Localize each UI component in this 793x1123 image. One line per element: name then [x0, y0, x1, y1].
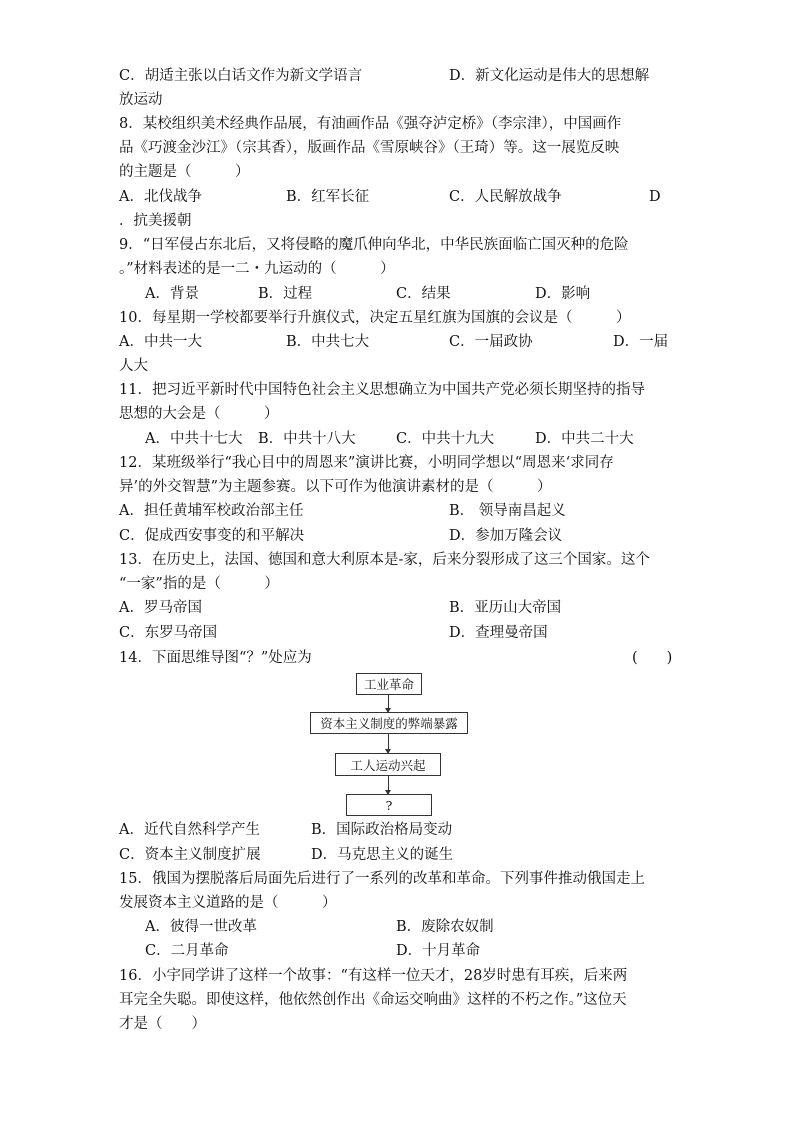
q9-option-d: D．影响: [535, 286, 591, 302]
q13-stem-line1: 13．在历史上，法国、德国和意大利原本是-家，后来分裂形成了这三个国家。这个: [119, 552, 650, 568]
q7-option-d: D．新文化运动是伟大的思想解: [449, 68, 650, 84]
q16-stem-line3: 才是（ ）: [119, 1016, 206, 1032]
q13-option-d: D．查理曼帝国: [449, 625, 548, 641]
q16-stem-line1: 16．小宇同学讲了这样一个故事：“有这样一位天才，28岁时患有耳疾，后来两: [119, 968, 628, 984]
q8-option-a: A．北伐战争: [119, 189, 202, 205]
q11-stem-line1: 11．把习近平新时代中国特色社会主义思想确立为中国共产党必须长期坚持的指导: [119, 382, 645, 398]
flow-arrow-1: [388, 694, 389, 712]
flow-arrow-2: [388, 733, 389, 753]
flow-box-unknown: ?: [346, 794, 432, 816]
flow-box-capitalism-flaws: 资本主义制度的弊端暴露: [310, 712, 468, 734]
flow-box-industrial-revolution: 工业革命: [356, 673, 422, 695]
q8-option-d-text: ．抗美援朝: [119, 213, 192, 229]
q8-option-d-letter: D: [649, 189, 661, 205]
q13-option-b: B．亚历山大帝国: [449, 600, 562, 616]
q12-option-d: D．参加万隆会议: [449, 528, 563, 544]
q12-stem-line1: 12．某班级举行“我心目中的周恩来”演讲比赛，小明同学想以“周恩来‘求同存: [119, 455, 614, 471]
q15-option-d: D．十月革命: [396, 943, 481, 959]
flow-box-workers-movement: 工人运动兴起: [335, 753, 441, 776]
q10-option-b: B．中共七大: [286, 334, 370, 350]
flow-arrow-3: [388, 775, 389, 794]
q14-option-a: A．近代自然科学产生: [119, 822, 260, 838]
q15-option-a: A．彼得一世改革: [145, 919, 257, 935]
q8-option-c: C．人民解放战争: [449, 189, 562, 205]
q9-stem-line1: 9．“日军侵占东北后，又将侵略的魔爪伸向华北，中华民族面临亡国灭种的危险: [119, 237, 629, 253]
q10-option-c: C．一届政协: [449, 334, 533, 350]
q13-option-c: C．东罗马帝国: [119, 625, 218, 641]
q14-answer-paren: ( ): [632, 650, 673, 666]
q8-stem-line2: 品《巧渡金沙江》（宗其香），版画作品《雪原峡谷》（王琦）等。这一展览反映: [119, 140, 620, 156]
q15-stem-line2: 发展资本主义道路的是（ ）: [119, 895, 337, 911]
q7-option-c: C．胡适主张以白话文作为新文学语言: [119, 68, 363, 84]
q12-option-c: C．促成西安事变的和平解决: [119, 528, 305, 544]
q10-stem: 10．每星期一学校都要举行升旗仪式，决定五星红旗为国旗的会议是（ ）: [119, 310, 631, 326]
q8-stem-line1: 8．某校组织美术经典作品展，有油画作品《强夺泸定桥》（李宗津），中国画作: [119, 116, 622, 132]
q14-option-c: C．资本主义制度扩展: [119, 847, 261, 863]
q9-option-a: A．背景: [145, 286, 199, 302]
q10-option-a: A．中共一大: [119, 334, 202, 350]
q16-stem-line2: 耳完全失聪。即使这样，他依然创作出《命运交响曲》这样的不朽之作。”这位天: [119, 992, 627, 1008]
q9-stem-line2: 。”材料表述的是一二・九运动的（ ）: [119, 261, 395, 277]
q14-option-d: D．马克思主义的诞生: [311, 847, 454, 863]
q12-option-b: B． 领导南昌起义: [449, 503, 566, 519]
q12-option-a: A．担任黄埔军校政治部主任: [119, 503, 304, 519]
q10-option-d: D．一届: [613, 334, 669, 350]
q9-option-b: B．过程: [258, 286, 313, 302]
q11-option-b: B．中共十八大: [258, 431, 356, 447]
q11-option-a: A．中共十七大: [145, 431, 243, 447]
q8-option-b: B．红军长征: [286, 189, 370, 205]
q13-stem-line2: “一家”指的是（ ）: [119, 576, 279, 592]
q15-option-c: C．二月革命: [145, 943, 229, 959]
q9-option-c: C．结果: [396, 286, 451, 302]
q7-option-d-cont: 放运动: [119, 92, 163, 108]
q12-stem-line2: 异’的外交智慧”为主题参赛。以下可作为他演讲素材的是（ ）: [119, 479, 552, 495]
q15-option-b: B．废除农奴制: [396, 919, 494, 935]
q15-stem-line1: 15．俄国为摆脱落后局面先后进行了一系列的改革和革命。下列事件推动俄国走上: [119, 871, 645, 887]
q14-stem: 14．下面思维导图“？”处应为: [119, 650, 312, 666]
q11-stem-line2: 思想的大会是（ ）: [119, 406, 279, 422]
q11-option-c: C．中共十九大: [396, 431, 495, 447]
q11-option-d: D．中共二十大: [535, 431, 634, 447]
q10-option-d-cont: 人大: [119, 358, 148, 374]
q8-stem-line3: 的主题是（ ）: [119, 164, 250, 180]
q13-option-a: A．罗马帝国: [119, 600, 202, 616]
q14-option-b: B．国际政治格局变动: [311, 822, 453, 838]
